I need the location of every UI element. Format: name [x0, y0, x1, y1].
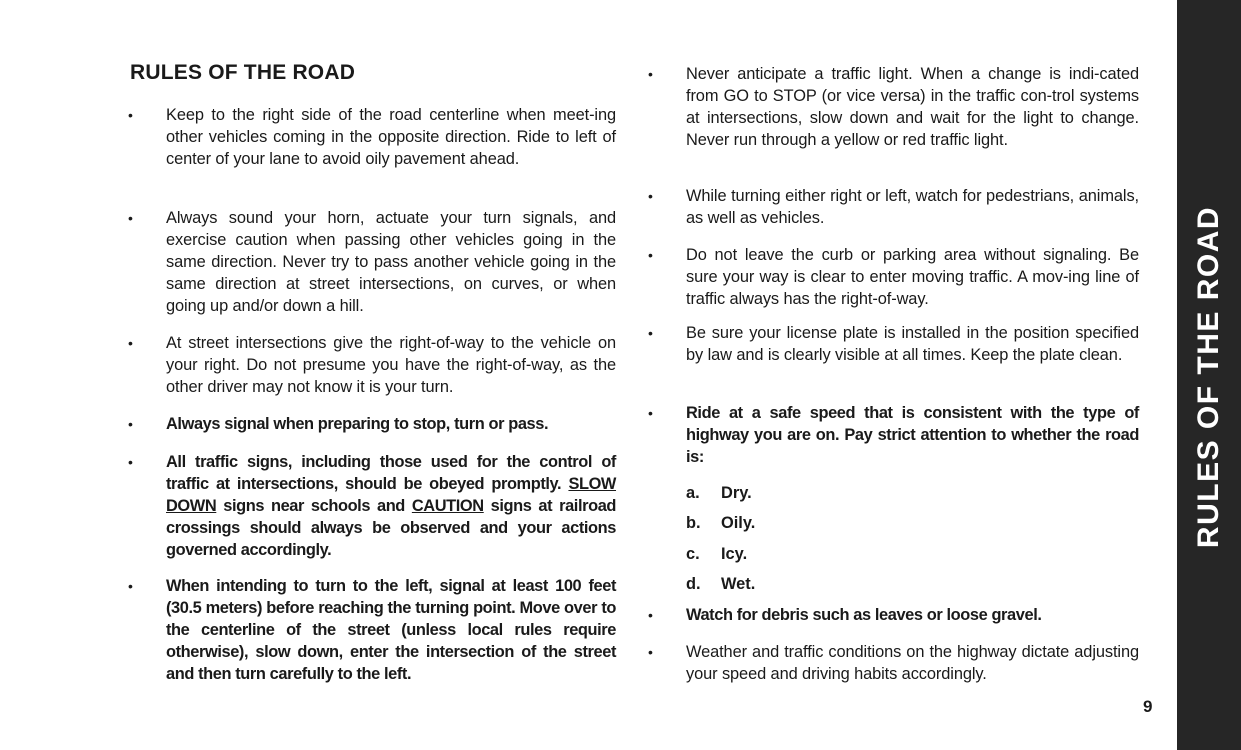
rule-text: Weather and traffic conditions on the highway dictate adjusting your speed and driving habits accordingly.: [686, 643, 1139, 683]
rule-text: Ride at a safe speed that is consistent with the type of highway you are on. Pay strict attention to whether the road is:: [686, 404, 1139, 466]
slow-down-label: SLOW DOWN: [166, 475, 617, 515]
bullet-icon: •: [648, 644, 653, 660]
rule-text: Do not leave the curb or parking area without signaling. Be sure your way is clear to enter moving traffic. A mov-ing line of traffic always has the right-of-way.: [686, 246, 1139, 308]
rule-text: Watch for debris such as leaves or loose gravel.: [686, 606, 1042, 624]
list-item: [128, 451, 616, 561]
rule-text-part: signs at railroad crossings should always be observed and your actions governed accordingly.: [166, 497, 617, 559]
list-item: [648, 244, 1139, 310]
list-item: [128, 207, 616, 317]
rule-text: Be sure your license plate is installed in the position specified by law and is clearly visible at all times. Keep the plate clean.: [686, 324, 1139, 364]
road-condition-item: [686, 482, 752, 504]
road-condition-letter: d.: [686, 575, 701, 593]
bullet-icon: •: [128, 107, 133, 123]
list-item: [648, 402, 1139, 468]
list-item: [648, 185, 1139, 229]
section-tab: [1177, 0, 1241, 750]
list-item: [128, 575, 616, 685]
road-condition-label: Wet.: [721, 575, 756, 593]
bullet-icon: •: [128, 454, 133, 470]
bullet-icon: •: [128, 578, 133, 594]
road-condition-label: Icy.: [721, 545, 748, 563]
bullet-icon: •: [648, 325, 653, 341]
page-title: RULES OF THE ROAD: [130, 61, 356, 84]
rule-text: Always signal when preparing to stop, turn or pass.: [166, 415, 549, 433]
rule-text: Never anticipate a traffic light. When a change is indi-cated from GO to STOP (or vice versa) in the traffic con-trol systems at intersections, slow down and wait for the light to change. Never run through a yellow or red traffic light.: [686, 65, 1139, 149]
rule-text: When intending to turn to the left, signal at least 100 feet (30.5 meters) before reaching the turning point. Move over to the centerline of the street (unless local rules require otherwise), slow down, enter the intersection of the street and then turn carefully to the left.: [166, 577, 616, 683]
rule-text: While turning either right or left, watch for pedestrians, animals, as well as vehicles.: [686, 187, 1139, 227]
bullet-icon: •: [648, 607, 653, 623]
page-number: 9: [1143, 697, 1153, 716]
list-item: [128, 332, 616, 398]
list-item: [648, 641, 1139, 685]
bullet-icon: •: [128, 210, 133, 226]
list-item: [648, 63, 1139, 151]
rule-text-part: All traffic signs, including those used for the control of traffic at intersections, should be obeyed promptly.: [166, 453, 616, 493]
bullet-icon: •: [648, 405, 653, 421]
list-item: [128, 104, 616, 170]
list-item: [648, 322, 1139, 366]
road-condition-letter: b.: [686, 514, 701, 532]
list-item: [128, 413, 616, 435]
bullet-icon: •: [648, 66, 653, 82]
bullet-icon: •: [648, 247, 653, 263]
caution-label: CAUTION: [411, 497, 484, 515]
rule-text-part: signs near schools and: [223, 497, 405, 515]
road-condition-label: Oily.: [721, 514, 756, 532]
list-item: [648, 604, 1139, 626]
section-tab-label: RULES OF THE ROAD: [1192, 205, 1225, 549]
road-condition-item: [686, 573, 755, 595]
road-condition-letter: a.: [686, 484, 700, 502]
rule-text: [166, 451, 616, 561]
rule-text: At street intersections give the right-of-way to the vehicle on your right. Do not presume you have the right-of-way, as the other driver may not know it is your turn.: [166, 334, 616, 396]
bullet-icon: •: [128, 335, 133, 351]
road-condition-letter: c.: [686, 545, 700, 563]
bullet-icon: •: [128, 416, 133, 432]
road-condition-item: [686, 543, 747, 565]
rule-text: Keep to the right side of the road centerline when meet-ing other vehicles coming in the opposite direction. Ride to left of center of your lane to avoid oily pavement ahead.: [166, 106, 616, 168]
road-condition-item: [686, 512, 755, 534]
rule-text: Always sound your horn, actuate your turn signals, and exercise caution when passing other vehicles going in the same direction. Never try to pass another vehicle going in the same direction at street intersections, on curves, or when going up and/or down a hill.: [166, 209, 616, 315]
bullet-icon: •: [648, 188, 653, 204]
road-condition-label: Dry.: [721, 484, 752, 502]
